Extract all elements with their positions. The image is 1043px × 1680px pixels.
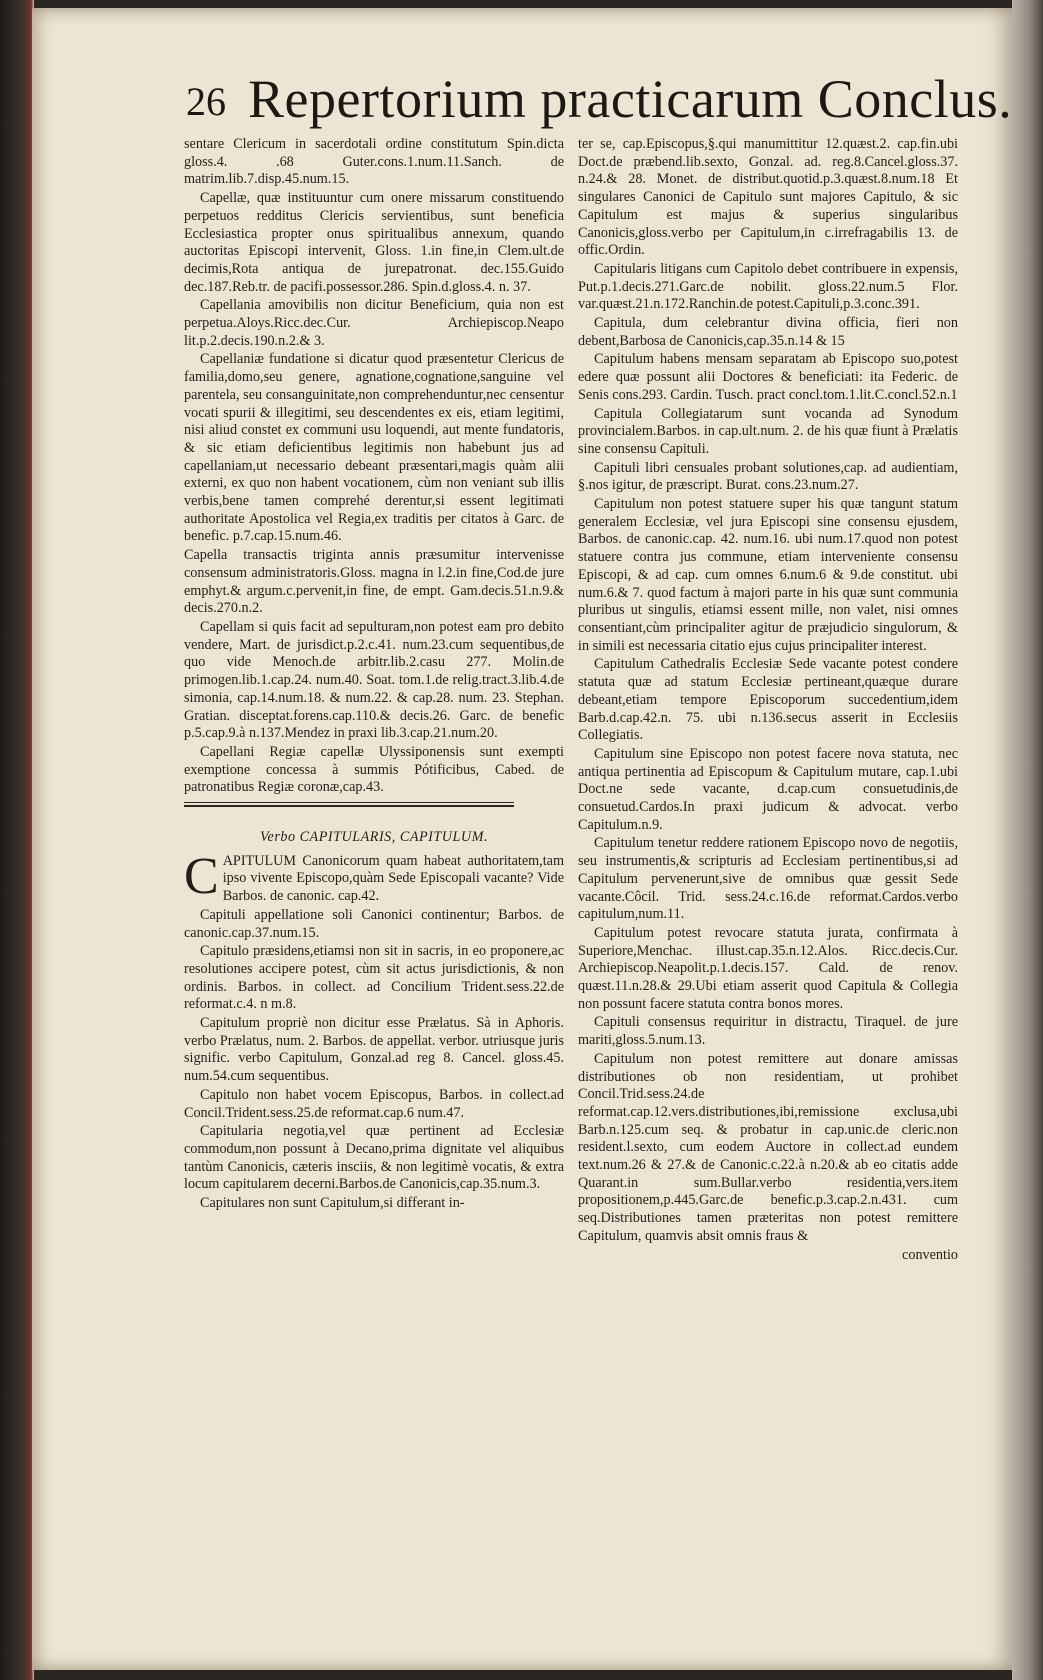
page-header: [186, 69, 1013, 129]
paragraph-drop-cap: [184, 847, 564, 906]
paragraph: Capitulum non potest remittere aut donare amissas distributiones ob non residentiam, ut prohibet Concil.Trid.sess.24.de reformat.cap.12.vers.distributiones,ibi,remissione exclusa,ubi Barb.n.125.cum seq. & probatur in cap.unic.de cleric.non resident.l.sexto, cum eodem Auctore in collect.ad eundem text.num.26 & 27.& de Canonic.c.22.à n.20.& ab eo citatis adde Quarant.in sum.Bullar.verbo residentia,vers.item propositionem,p.445.Garc.de benefic.p.3.cap.2.n.431. cum seq.Distributiones tamen præteritas non potest remittere Capitulum, quamvis absit omnis fraus &: [578, 1050, 958, 1244]
left-column: [184, 136, 564, 1214]
paragraph: Capituli libri censuales probant solutiones,cap. ad audientiam, §.nos igitur, de præscript. Burat. cons.23.num.27.: [578, 459, 958, 494]
paragraph: Capitulum non potest statuere super his quæ tangunt statum generalem Ecclesiæ, vel jura Episcopi sine consensu ejusdem, Barbos. de canonic.cap. 42. num.16. ubi num.17.quod non potest statuere contra jus commune, etiam interveniente consensu Episcopi, & ad cap. cum omnes 6.num.6 & 9.de constitut. ubi num.6.& 7. quod factum à majori parte in his quæ sunt communia pluribus ut singulis, etiamsi essent mille, non valet, nisi omnes consentiant,cùm principaliter agitur de præjudicio singulorum, & in simili est necessaria citatio ejus cujus principaliter interest.: [578, 496, 958, 654]
paragraph: Capitulum potest revocare statuta jurata, confirmata à Superiore,Menchac. illust.cap.35.n.12.Alos. Ricc.decis.Cur. Archiepiscop.Neapolit.p.1.decis.157. Cald. de renov. quæst.11.n.28.& 29.Ubi etiam asserit quod Capitula & Collegia non possunt facere statuta contra bonos mores.: [578, 924, 958, 1012]
running-title: Repertorium practicarum Conclus.: [248, 69, 1013, 129]
paragraph: Capella transactis triginta annis præsumitur intervenisse consensum administratoris.Gloss. magna in l.2.in fine,Cod.de jure emphyt.& argum.c.pervenit,in fine, de empt. Gam.decis.51.n.9.& decis.270.n.2.: [184, 547, 564, 617]
section-divider: [184, 805, 514, 807]
paragraph: sentare Clericum in sacerdotali ordine constitutum Spin.dicta gloss.4. .68 Guter.cons.1.num.11.Sanch. de matrim.lib.7.disp.45.num.15.: [184, 136, 564, 188]
book-binding-edge: [0, 0, 34, 1680]
drop-cap: C: [184, 847, 219, 905]
page-gutter: [1012, 0, 1043, 1680]
page-number: 26: [186, 79, 226, 124]
paragraph: Capellaniæ fundatione si dicatur quod præsentetur Clericus de familia,domo,seu genere, agnatione,cognatione,sanguine vel parentela, seu consanguinitate,non comprehenduntur,nec censentur vocati spurii & illegitimi, seu descendentes ex eis, etiam legitimi, nisi aliud constet ex communi usu loquendi, aut mente fundatoris, & sic etiam deficientibus legitimis non habebunt jus ad capellaniam,ut necessario debeant præsentari,magis quàm alii externi, ex quo non habent vocationem, cùm non veniant sub illis verbis,bene tamen comprehé derentur,si essent legitimati authoritate Apostolica vel Regia,ex traditis per citatos à Garc. de benefic. p.7.cap.15.num.46.: [184, 351, 564, 545]
paragraph: Capituli consensus requiritur in distractu, Tiraquel. de jure mariti,gloss.5.num.13.: [578, 1014, 958, 1049]
paragraph: Capitulum propriè non dicitur esse Prælatus. Sà in Aphoris. verbo Prælatus, num. 2. Barbos. de appellat. verbor. utriusque juris signific. verbo Capitulum, Gonzal.ad reg 8. Cancel. gloss.45. num.54.cum sequentibus.: [184, 1015, 564, 1085]
catchword: conventio: [902, 1246, 958, 1263]
paragraph: Capitularia negotia,vel quæ pertinent ad Ecclesiæ commodum,non possunt à Decano,prima dignitate vel aliquibus tantùm Canonicis, cæteris insciis, & non legitimè vocatis, & extra locum capitularem decerni.Barbos.de Canonicis,cap.35.num.3.: [184, 1123, 564, 1193]
paragraph: Capitula Collegiatarum sunt vocanda ad Synodum provincialem.Barbos. in cap.ult.num. 2. de his quæ fiunt à Prælatis sine consensu Capituli.: [578, 405, 958, 457]
section-heading: Verbo CAPITULARIS, CAPITULUM.: [259, 829, 489, 846]
paragraph: Capitulum Cathedralis Ecclesiæ Sede vacante potest condere statuta quæ ad statum Ecclesiæ pertineant,quæque durare debeant,etiam tempore Episcoporum succedentium,idem Barb.d.cap.42.n. 75. ubi n.136.secus asserit in Ecclesiis Collegiatis.: [578, 656, 958, 744]
paragraph: ter se, cap.Episcopus,§.qui manumittitur 12.quæst.2. cap.fin.ubi Doct.de præbend.lib.sexto, Gonzal. ad. reg.8.Cancel.gloss.37. n.24.& 28. Monet. de distribut.quotid.p.3.quæst.8.num.18 Et singulares Canonici de Capitulo sunt majores Capitulo, & sic Capitulum est majus & superius singularibus Canonicis,gloss.verbo per Capitulum,in c.irrefragabilis 13. de offic.Ordin.: [578, 136, 958, 259]
book-page: [32, 8, 1012, 1670]
paragraph-text: APITULUM Canonicorum quam habeat authoritatem,tam ipso vivente Episcopo,quàm Sede Episcopali vacante? Vide Barbos. de canonic. cap.42.: [222, 852, 564, 905]
paragraph: Capitulares non sunt Capitulum,si differant in-: [200, 1195, 465, 1212]
paragraph: Capitulo non habet vocem Episcopus, Barbos. in collect.ad Concil.Trident.sess.25.de reformat.cap.6 num.47.: [184, 1086, 564, 1121]
paragraph: Capellam si quis facit ad sepulturam,non potest eam pro debito vendere, Mart. de jurisdict.p.2.c.41. num.23.cum sequentibus,de quo vide Menoch.de arbitr.lib.2.casu 277. Molin.de primogen.lib.1.cap.24. num.40. Soat. tom.1.de relig.tract.3.lib.4.de simonia, cap.14.num.18. & num.22. & cap.28. num. 23. Stephan. Gratian. disceptat.forens.cap.110.& decis.26. Garc. de benefic p.5.cap.9.à n.137.Mendez in praxi lib.3.cap.21.num.20.: [184, 618, 564, 742]
paragraph: Capituli appellatione soli Canonici continentur; Barbos. de canonic.cap.37.num.15.: [184, 906, 564, 941]
paragraph: Capitulum tenetur reddere rationem Episcopo novo de negotiis, seu instrumentis,& scripturis ad Ecclesiam pertinentibus,si ad Capitulum pervenerunt,sive de omnibus quæ gessit Sede vacante.Côcil. Trid. sess.24.c.16.de reformat.Cardos.verbo capitulum,num.11.: [578, 835, 958, 923]
paragraph: Capitulum sine Episcopo non potest facere nova statuta, nec antiqua pertinentia ad Episcopum & Capitulum mutare, cap.1.ubi Doct.ne sede vacante, d.cap.cum consuetudinis,de consuetud.Cardos.In praxi judicum & advocat. verbo Capitulum.n.9.: [578, 745, 958, 833]
paragraph: Capitulo præsidens,etiamsi non sit in sacris, in eo proponere,ac resolutiones accipere potest, cùm sit actus jurisdictionis, & non ordinis. Barbos. in collect. ad Concilium Trident.sess.22.de reformat.c.4. n m.8.: [184, 943, 564, 1013]
paragraph: Capellæ, quæ instituuntur cum onere missarum constituendo perpetuos redditus Clericis servientibus, sunt beneficia Ecclesiastica propter onus spiritualibus annexum, quando auctoritas Episcopi intervenit, Gloss. 1.in fine,in Clem.ult.de decimis,Rota antiqua de jurepatronat. dec.155.Guido dec.187.Reb.tr. de pacifi.possessor.286. Spin.d.gloss.4. n. 37.: [184, 190, 564, 295]
paragraph: Capitula, dum celebrantur divina officia, fieri non debent,Barbosa de Canonicis,cap.35.n.14 & 15: [578, 315, 958, 349]
right-column: [578, 136, 958, 1264]
paragraph: Capellania amovibilis non dicitur Beneficium, quia non est perpetua.Aloys.Ricc.dec.Cur. Archiepiscop.Neapo lit.p.2.decis.190.n.2.& 3.: [184, 297, 564, 349]
paragraph: Capitulum habens mensam separatam ab Episcopo suo,potest edere quæ possunt alii Doctores & beneficiati: ita Federic. de Senis cons.293. Cardin. Tusch. pract concl.tom.1.lit.C.concl.52.n.1: [578, 351, 958, 403]
paragraph: Capitularis litigans cum Capitolo debet contribuere in expensis, Put.p.1.decis.271.Garc.de nobilit. gloss.22.num.5 Flor. var.quæst.21.n.172.Ranchin.de potest.Capituli,p.3.conc.391.: [578, 260, 958, 313]
paragraph: Capellani Regiæ capellæ Ulyssiponensis sunt exempti exemptione concessa à summis Pótificibus, Cabed. de patronatibus Regiæ coronæ,cap.43.: [184, 743, 564, 796]
